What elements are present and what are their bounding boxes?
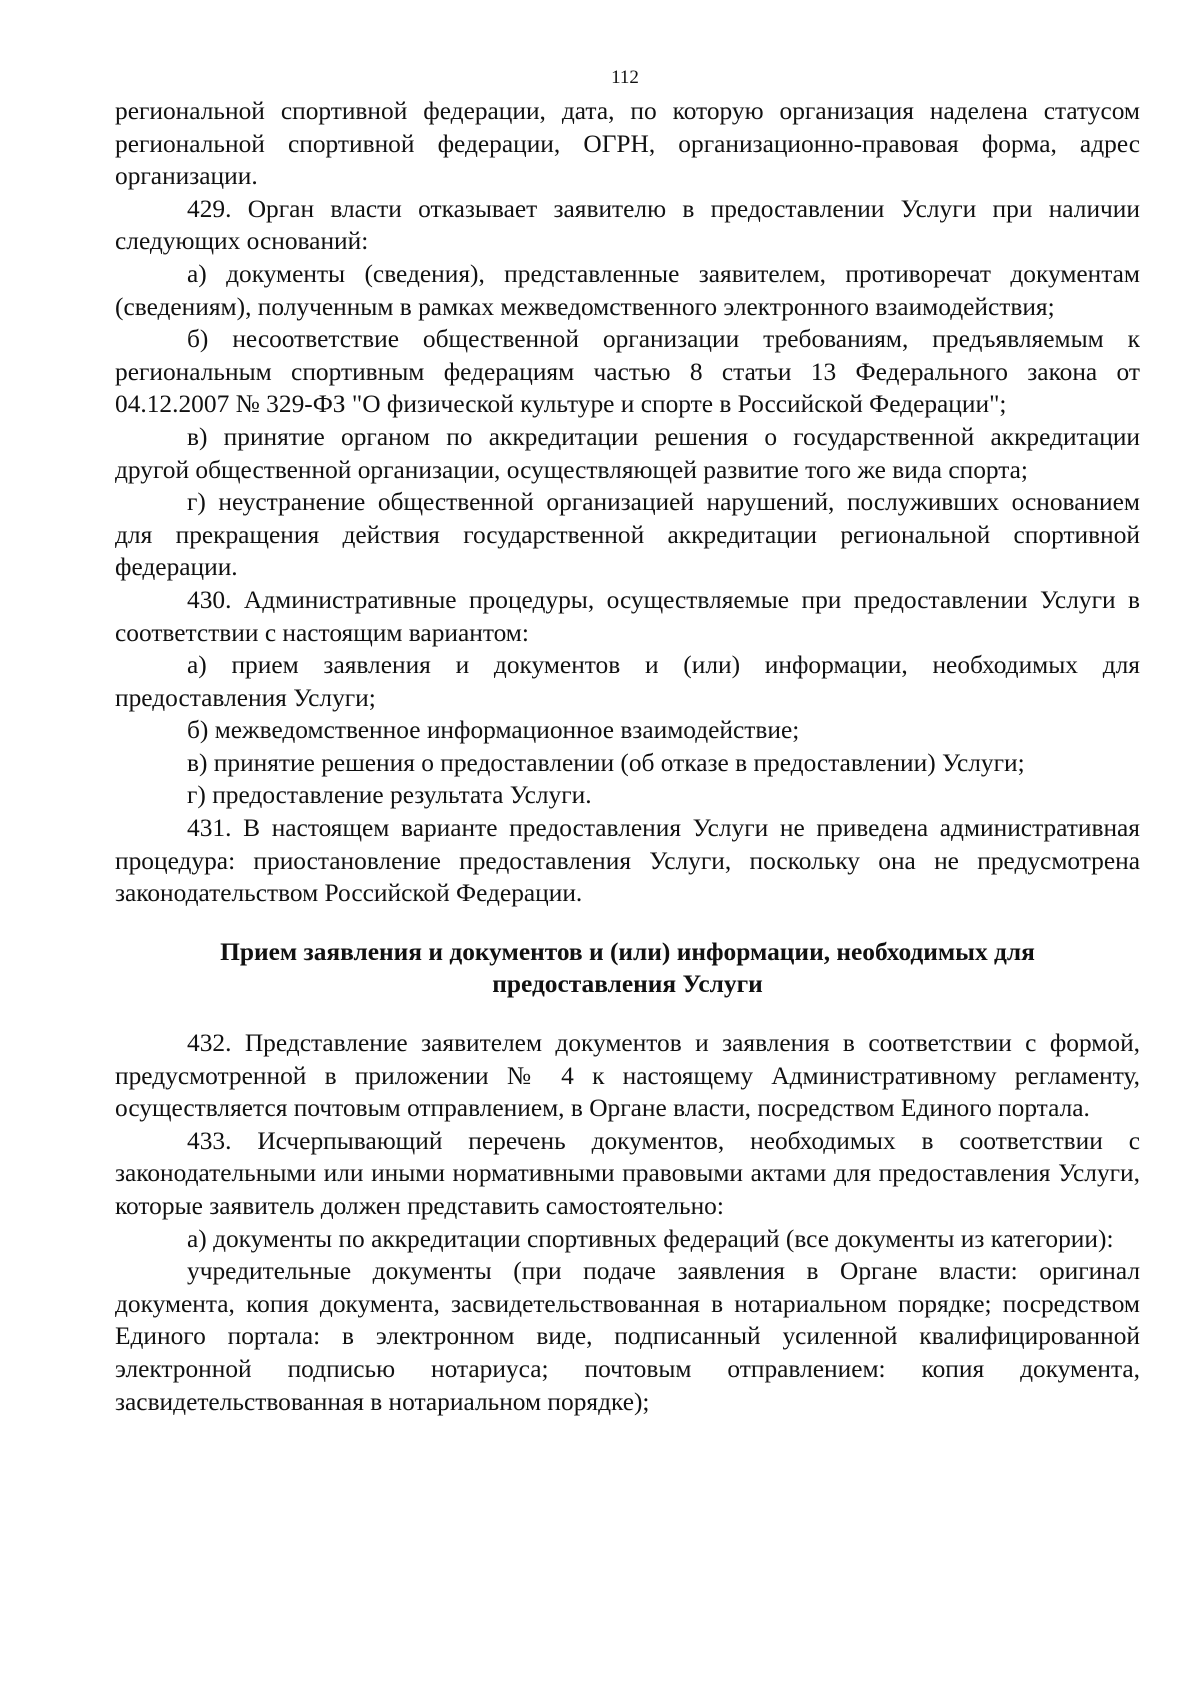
page-number: 112 — [611, 67, 639, 88]
paragraph-430: 430. Административные процедуры, осуществляемые при предоставлении Услуги в соответствии с настоящим вариантом: — [115, 585, 1140, 647]
paragraph-432: 432. Представление заявителем документов и заявления в соответствии с формой, предусмотренной в приложении № 4 к настоящему Административному регламенту, осуществляется почтовым отправлением, в Органе власти, посредством Единого портала. — [115, 1029, 1140, 1123]
section-heading-line-1: Прием заявления и документов и (или) информации, необходимых для — [220, 937, 1035, 966]
paragraph-431: 431. В настоящем варианте предоставления Услуги не приведена административная процедура: приостановление предоставления Услуги, поскольку она не предусмотрена законодательством Российской Федерации. — [115, 814, 1140, 908]
paragraph-430-b: б) межведомственное информационное взаимодействие; — [187, 716, 800, 745]
paragraph-433: 433. Исчерпывающий перечень документов, необходимых в соответствии с законодательными или иными нормативными правовыми актами для предоставления Услуги, которые заявитель должен представить самостоятельно: — [115, 1126, 1140, 1220]
paragraph-430-g: г) предоставление результата Услуги. — [187, 781, 592, 810]
paragraph-federation-details: региональной спортивной федерации, дата, по которую организация наделена статусом региональной спортивной федерации, ОГРН, организационно-правовая форма, адрес организации. — [115, 97, 1140, 191]
section-heading — [135, 936, 1120, 1001]
paragraph-429-v: в) принятие органом по аккредитации решения о государственной аккредитации другой общественной организации, осуществляющей развитие того же вида спорта; — [115, 422, 1140, 484]
paragraph-429-a: а) документы (сведения), представленные заявителем, противоречат документам (сведениям), полученным в рамках межведомственного электронного взаимодействия; — [115, 259, 1140, 321]
paragraph-429-g: г) неустранение общественной организацией нарушений, послуживших основанием для прекращения действия государственной аккредитации региональной спортивной федерации. — [115, 488, 1140, 582]
paragraph-429: 429. Орган власти отказывает заявителю в предоставлении Услуги при наличии следующих оснований: — [115, 194, 1140, 256]
paragraph-433-a: а) документы по аккредитации спортивных федераций (все документы из категории): — [187, 1224, 1114, 1253]
paragraph-430-v: в) принятие решения о предоставлении (об отказе в предоставлении) Услуги; — [187, 748, 1025, 777]
body-after-heading — [115, 1027, 1140, 1418]
paragraph-429-b: б) несоответствие общественной организации требованиям, предъявляемым к региональным спортивным федерациям частью 8 статьи 13 Федерального закона от 04.12.2007 № 329-ФЗ "О физической культуре и спорте в Российской Федерации"; — [115, 325, 1140, 419]
paragraph-founding-documents: учредительные документы (при подаче заявления в Органе власти: оригинал документа, копия документа, засвидетельствованная в нотариальном порядке; посредством Единого портала: в электронном виде, подписанный усиленной квалифицированной электронной подписью нотариуса; почтовым отправлением: копия документа, засвидетельствованная в нотариальном порядке); — [115, 1257, 1140, 1416]
section-heading-line-2: предоставления Услуги — [492, 970, 763, 999]
paragraph-430-a: а) прием заявления и документов и (или) информации, необходимых для предоставления Услуги; — [115, 651, 1140, 712]
body-before-heading — [115, 95, 1140, 910]
